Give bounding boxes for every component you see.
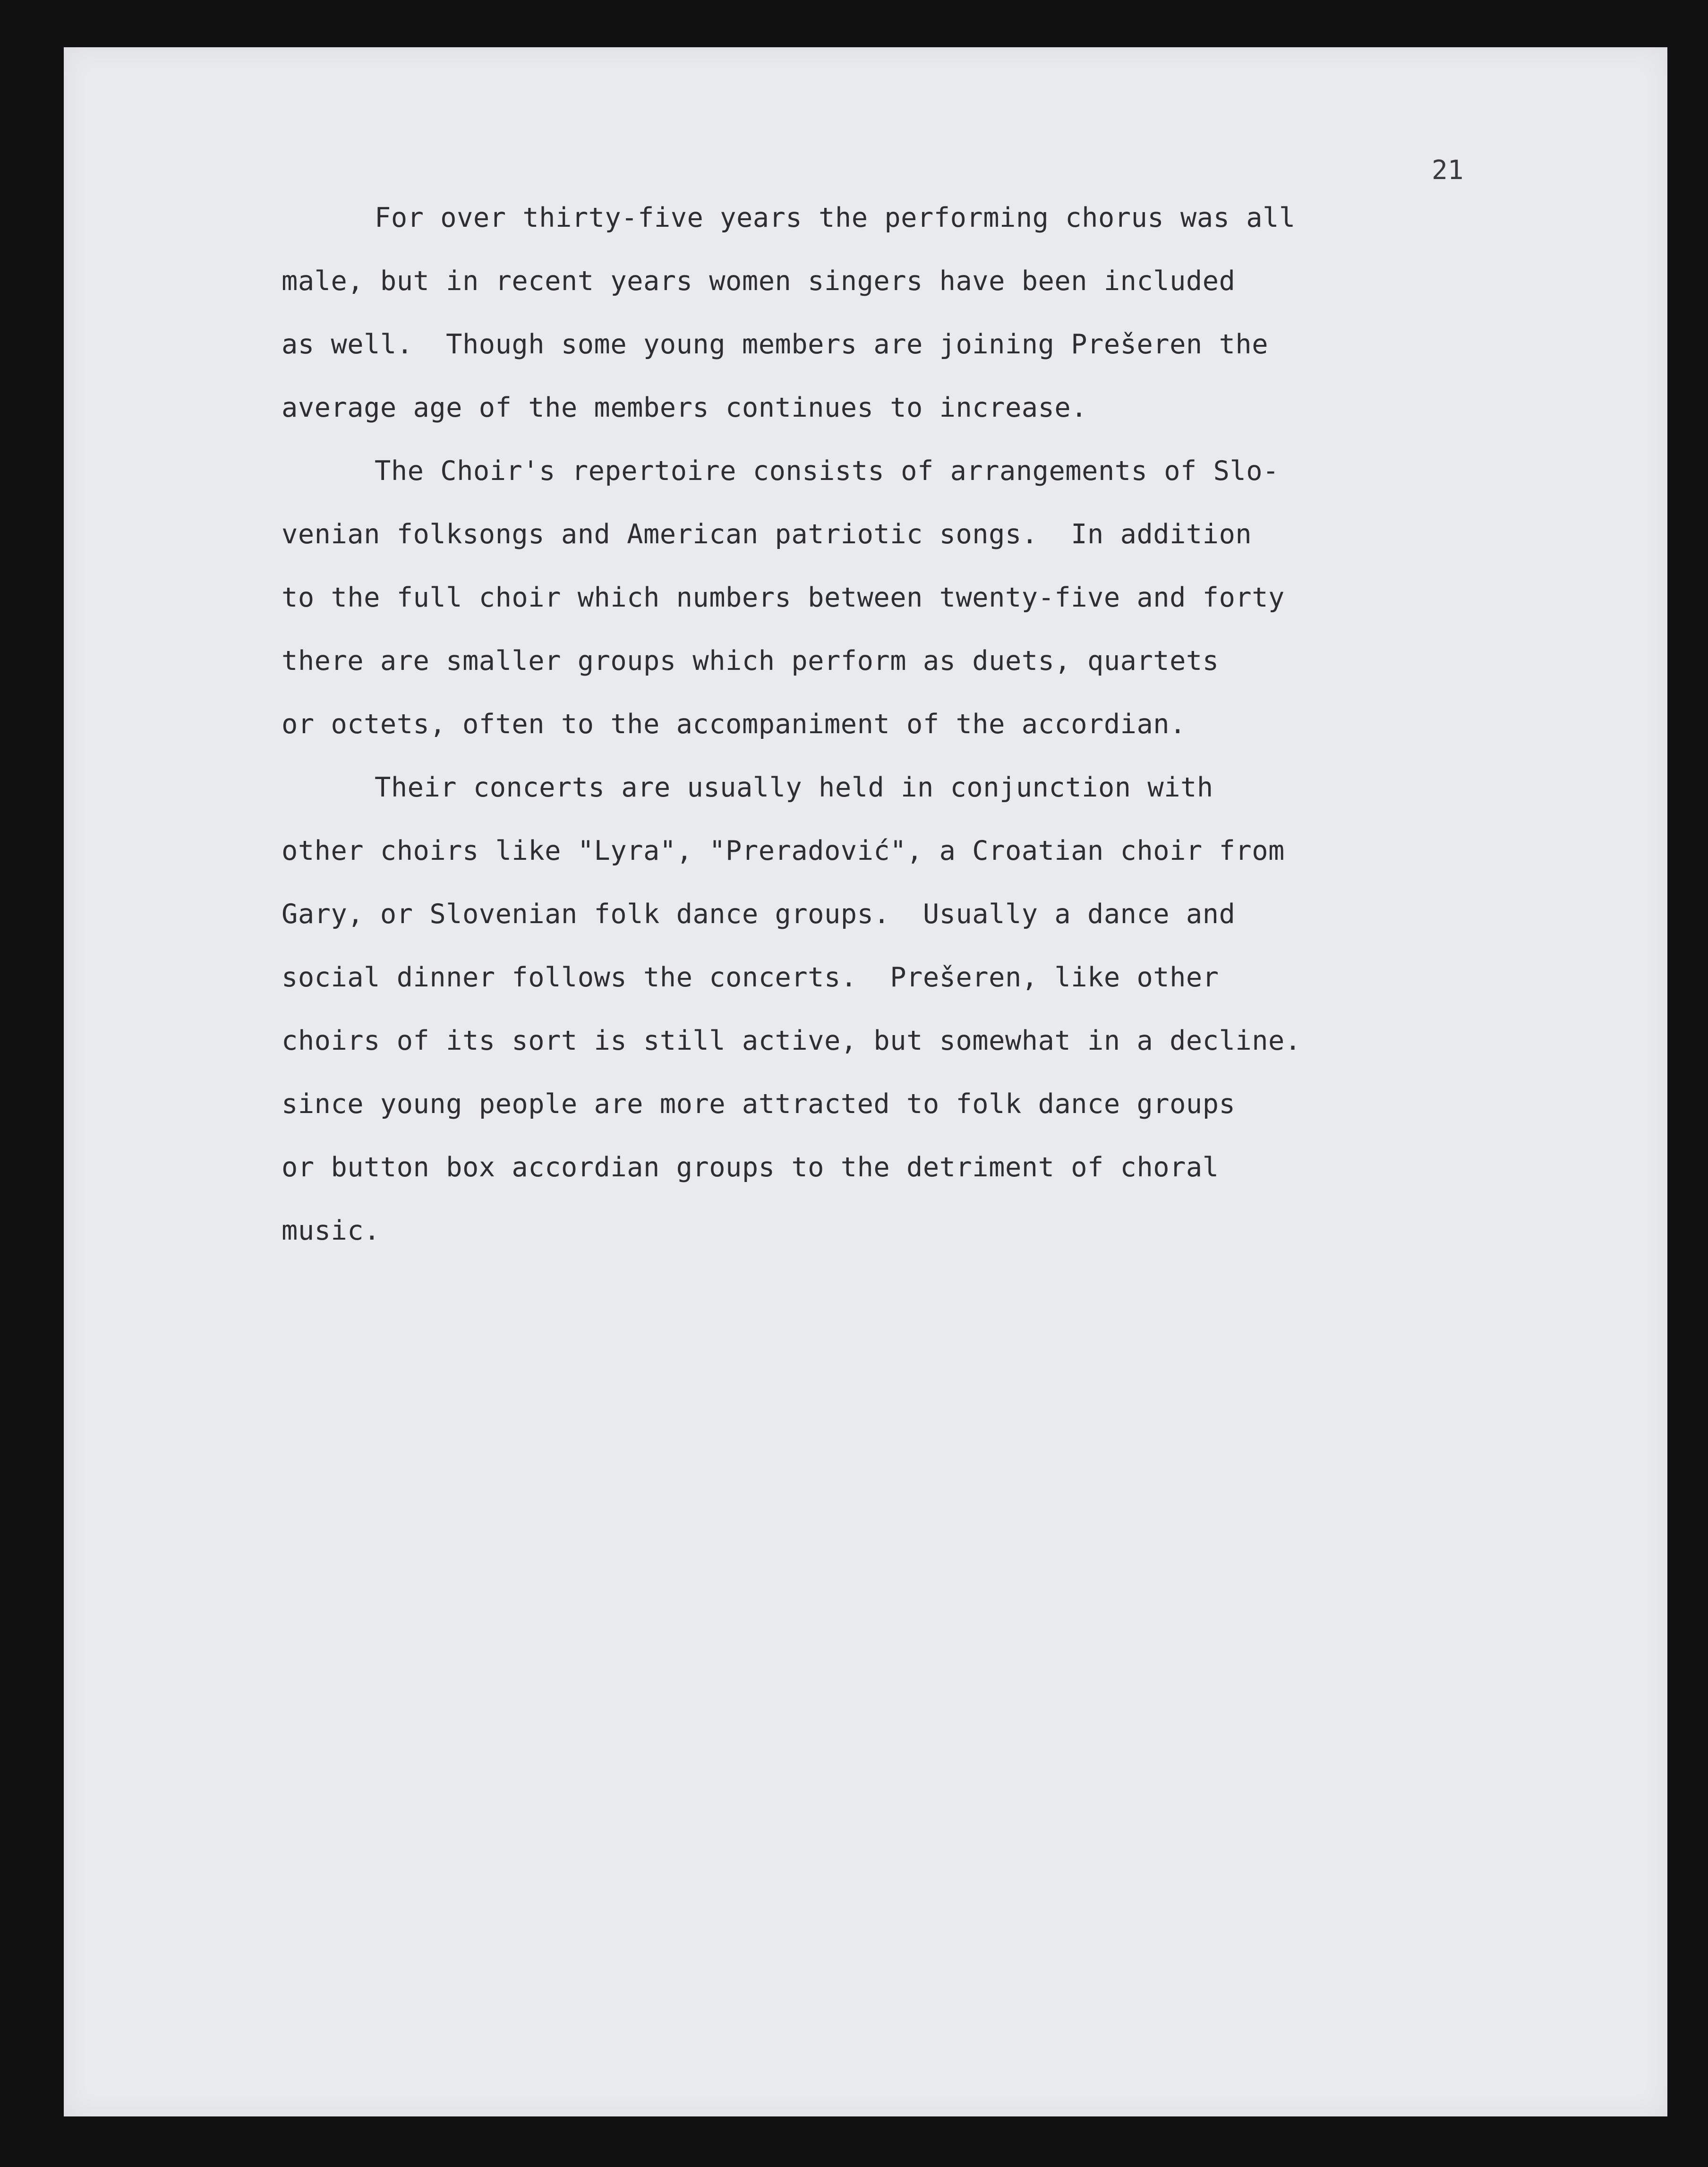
paper-page (64, 47, 1667, 2116)
text-line: or octets, often to the accompaniment of the accordian. (282, 709, 1186, 740)
text-line: average age of the members continues to increase. (282, 392, 1088, 423)
text-line: other choirs like "Lyra", "Preradović", a Croatian choir from (282, 835, 1285, 866)
text-line: choirs of its sort is still active, but somewhat in a decline. (282, 1025, 1301, 1056)
text-line: Gary, or Slovenian folk dance groups. Usually a dance and (282, 899, 1236, 930)
text-line: venian folksongs and American patriotic songs. In addition (282, 519, 1252, 550)
page-number: 21 (1432, 155, 1464, 186)
text-line: Their concerts are usually held in conjunction with (375, 772, 1213, 803)
text-line: since young people are more attracted to folk dance groups (282, 1088, 1236, 1120)
text-line: male, but in recent years women singers have been included (282, 266, 1236, 297)
text-line: or button box accordian groups to the detriment of choral (282, 1152, 1219, 1183)
text-line: there are smaller groups which perform as duets, quartets (282, 645, 1219, 677)
text-line: The Choir's repertoire consists of arrangements of Slo- (375, 455, 1279, 487)
text-line: as well. Though some young members are joining Prešeren the (282, 329, 1269, 360)
text-line: music. (282, 1215, 380, 1246)
text-line: For over thirty-five years the performing chorus was all (375, 202, 1296, 233)
text-line: to the full choir which numbers between twenty-five and forty (282, 582, 1285, 613)
text-line: social dinner follows the concerts. Prešeren, like other (282, 962, 1219, 993)
